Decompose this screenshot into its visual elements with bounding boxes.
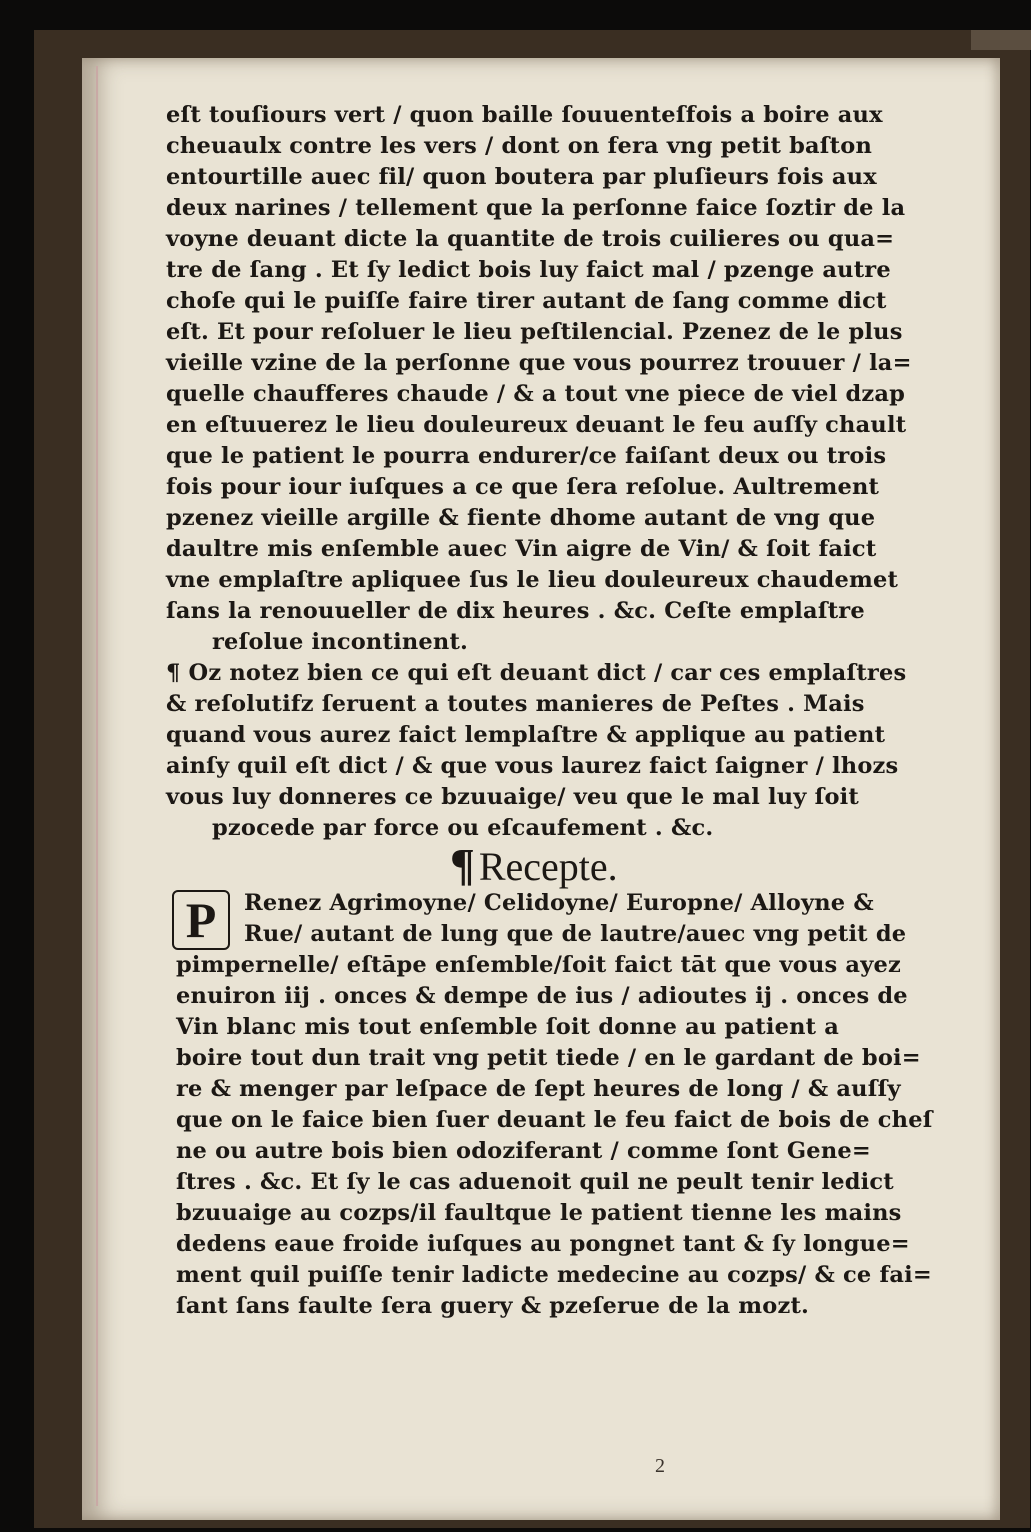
recipe-line: Renez Agrimoyne/ Celidoyne/ Europne/ Alloyne & — [244, 890, 874, 916]
note-line: & reſolutifz ſeruent a toutes manieres de Peſtes . Mais — [166, 691, 865, 717]
recipe-line: Vin blanc mis tout enſemble ſoit donne au patient a — [176, 1014, 840, 1040]
note-line: ¶ Oz notez bien ce qui eſt deuant dict / car ces emplaſtres — [166, 660, 907, 686]
text-line: vne emplaſtre apliquee ſus le lieu douleureux chaudemet — [166, 567, 899, 593]
recipe-line: bzuuaige au cozps/il faultque le patient tienne les mains — [176, 1200, 902, 1226]
text-line: eſt touſiours vert / quon baille ſouuenteſfois a boire aux — [166, 102, 883, 128]
note-line: pzocede par force ou eſcaufement . &c. — [212, 815, 714, 841]
recipe-line: ſtres . &c. Et ſy le cas aduenoit quil ne peult tenir ledict — [176, 1169, 894, 1195]
text-line: ſans la renouueller de dix heures . &c. Ceſte emplaſtre — [166, 598, 865, 624]
text-line: en eſtuuerez le lieu douleureux deuant le feu auſſy chault — [166, 412, 907, 438]
drop-cap-initial: P — [172, 890, 230, 950]
note-line: vous luy donneres ce bzuuaige/ veu que le mal luy ſoit — [166, 784, 860, 810]
pilcrow-mark: ¶ — [450, 839, 475, 890]
recipe-line: ment quil puiſſe tenir ladicte medecine au cozps/ & ce fai= — [176, 1262, 932, 1288]
recipe-line: que on le faice bien ſuer deuant le feu faict de bois de cheſ — [176, 1107, 933, 1133]
text-line: vieille vzine de la perſonne que vous pourrez trouuer / la= — [166, 350, 912, 376]
recipe-line: re & menger par leſpace de ſept heures de long / & auſſy — [176, 1076, 901, 1102]
text-line: quelle chaufferes chaude / & a tout vne piece de viel dzap — [166, 381, 906, 407]
text-line: deux narines / tellement que la perſonne faice ſoztir de la — [166, 195, 906, 221]
text-line: entourtille auec fil/ quon boutera par pluſieurs fois aux — [166, 164, 877, 190]
recipe-line: enuiron iij . onces & dempe de ius / adioutes ij . onces de — [176, 983, 908, 1009]
recipe-line: ne ou autre bois bien odoziferant / comme ſont Gene= — [176, 1138, 871, 1164]
note-line: quand vous aurez faict lemplaſtre & applique au patient — [166, 722, 886, 748]
signature-mark: 2 — [655, 1455, 665, 1477]
main-text — [166, 100, 936, 844]
text-line: eſt. Et pour reſoluer le lieu peſtilencial. Pzenez de le plus — [166, 319, 903, 345]
recipe-line: boire tout dun trait vng petit tiede / en le gardant de boi= — [176, 1045, 921, 1071]
cover-corner — [971, 30, 1031, 50]
heading-text: Recepte. — [478, 844, 618, 889]
margin-rule — [96, 66, 98, 1506]
text-line: pzenez vieille argille & fiente dhome autant de vng que — [166, 505, 876, 531]
recipe-line: dedens eaue froide iuſques au pongnet tant & ſy longue= — [176, 1231, 910, 1257]
recipe-heading — [450, 838, 618, 891]
recipe-line: pimpernelle/ eſtāpe enſemble/ſoit faict tāt que vous ayez — [176, 952, 901, 978]
text-line: reſolue incontinent. — [212, 629, 469, 655]
text-line: cheuaulx contre les vers / dont on fera vng petit baſton — [166, 133, 873, 159]
note-line: ainſy quil eſt dict / & que vous laurez faict ſaigner / lhozs — [166, 753, 899, 779]
text-line: tre de ſang . Et ſy ledict bois luy faict mal / pzenge autre — [166, 257, 891, 283]
text-line: daultre mis enſemble auec Vin aigre de Vin/ & ſoit faict — [166, 536, 877, 562]
recipe-line: Rue/ autant de lung que de lautre/auec vng petit de — [244, 921, 907, 947]
text-line: choſe qui le puiſſe faire tirer autant de ſang comme dict — [166, 288, 887, 314]
text-line: fois pour iour iuſques a ce que ſera reſolue. Aultrement — [166, 474, 880, 500]
text-line: voyne deuant dicte la quantite de trois cuilieres ou qua= — [166, 226, 895, 252]
recipe-text — [176, 888, 946, 1322]
text-line: que le patient le pourra endurer/ce faiſant deux ou trois — [166, 443, 887, 469]
recipe-line: ſant ſans faulte ſera guery & pzeſerue de la mozt. — [176, 1293, 810, 1319]
